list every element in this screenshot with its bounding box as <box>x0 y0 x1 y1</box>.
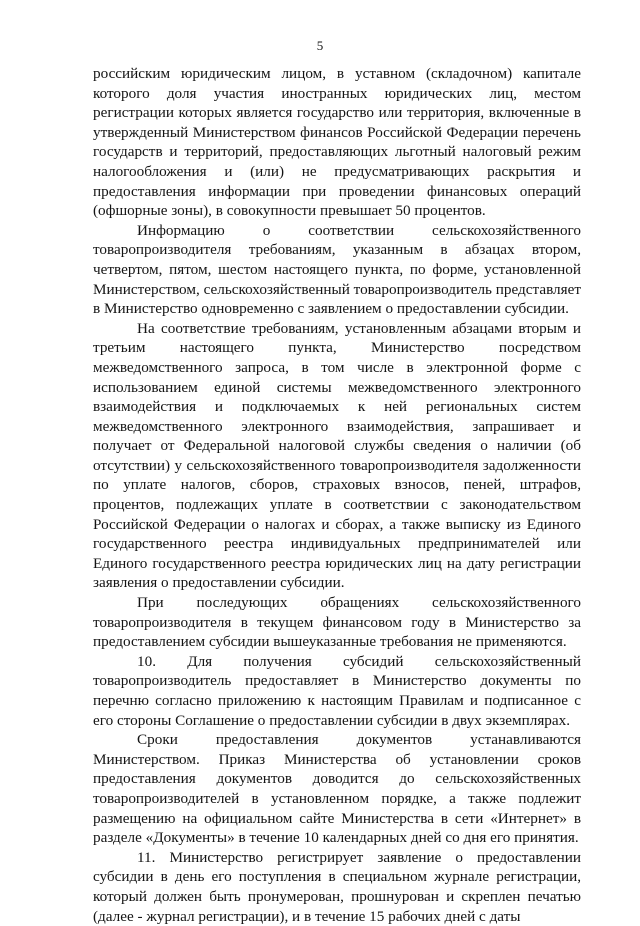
paragraph-clause-11: 11. Министерство регистрирует заявление о предоставлении субсидии в день его поступления в специальном журнале регистрации, который должен быть пронумерован, прошнурован и скреплен печатью (далее - журнал регистрации), и в течение 15 рабочих дней с даты <box>93 848 581 925</box>
paragraph-compliance-info: Информацию о соответствии сельскохозяйственного товаропроизводителя требованиям, указанным в абзацах втором, четвертом, пятом, шестом настоящего пункта, по форме, установленной Министерством, сельскохозяйственный товаропроизводитель представляет в Министерство одновременно с заявлением о предоставлении субсидии. <box>93 221 581 318</box>
paragraph-clause-10: 10. Для получения субсидий сельскохозяйственный товаропроизводитель предоставляет в Министерство документы по перечню согласно приложению к настоящим Правилам и подписанное с его стороны Соглашение о предоставлении субсидии в двух экземплярах. <box>93 652 581 729</box>
body-text <box>93 64 581 926</box>
paragraph-subsequent-requests: При последующих обращениях сельскохозяйственного товаропроизводителя в текущем финансовом году в Министерство за предоставлением субсидии вышеуказанные требования не применяются. <box>93 594 581 651</box>
paragraph-continuation: российским юридическим лицом, в уставном (складочном) капитале которого доля участия иностранных юридических лиц, местом регистрации которых является государство или территория, включенные в утвержденный Министерством финансов Российской Федерации перечень государств и территорий, предоставляющих льготный налоговый режим налогообложения и (или) не предусматривающих раскрытия и предоставления информации при проведении финансовых операций (офшорные зоны), в совокупности превышает 50 процентов. <box>93 65 581 220</box>
paragraph-document-deadlines: Сроки предоставления документов устанавливаются Министерством. Приказ Министерства об установлении сроков предоставления документов доводится до сельскохозяйственных товаропроизводителей в установленном порядке, а также подлежит размещению на официальном сайте Министерства в сети «Интернет» в разделе «Документы» в течение 10 календарных дней со дня его принятия. <box>93 731 581 847</box>
page-number: 5 <box>316 38 324 53</box>
paragraph-interagency-request: На соответствие требованиям, установленным абзацами вторым и третьим настоящего пункта, Министерство посредством межведомственного запроса, в том числе в электронной форме с использованием единой системы межведомственного электронного взаимодействия и подключаемых к ней региональных систем межведомственного электронного взаимодействия, запрашивает и получает от Федеральной налоговой службы сведения о наличии (об отсутствии) у сельскохозяйственного товаропроизводителя задолженности по уплате налогов, сборов, страховых взносов, пеней, штрафов, процентов, подлежащих уплате в соответствии с законодательством Российской Федерации о налогах и сборах, а также выписку из Единого государственного реестра индивидуальных предпринимателей или Единого государственного реестра юридических лиц на дату регистрации заявления о предоставлении субсидии. <box>93 319 581 592</box>
